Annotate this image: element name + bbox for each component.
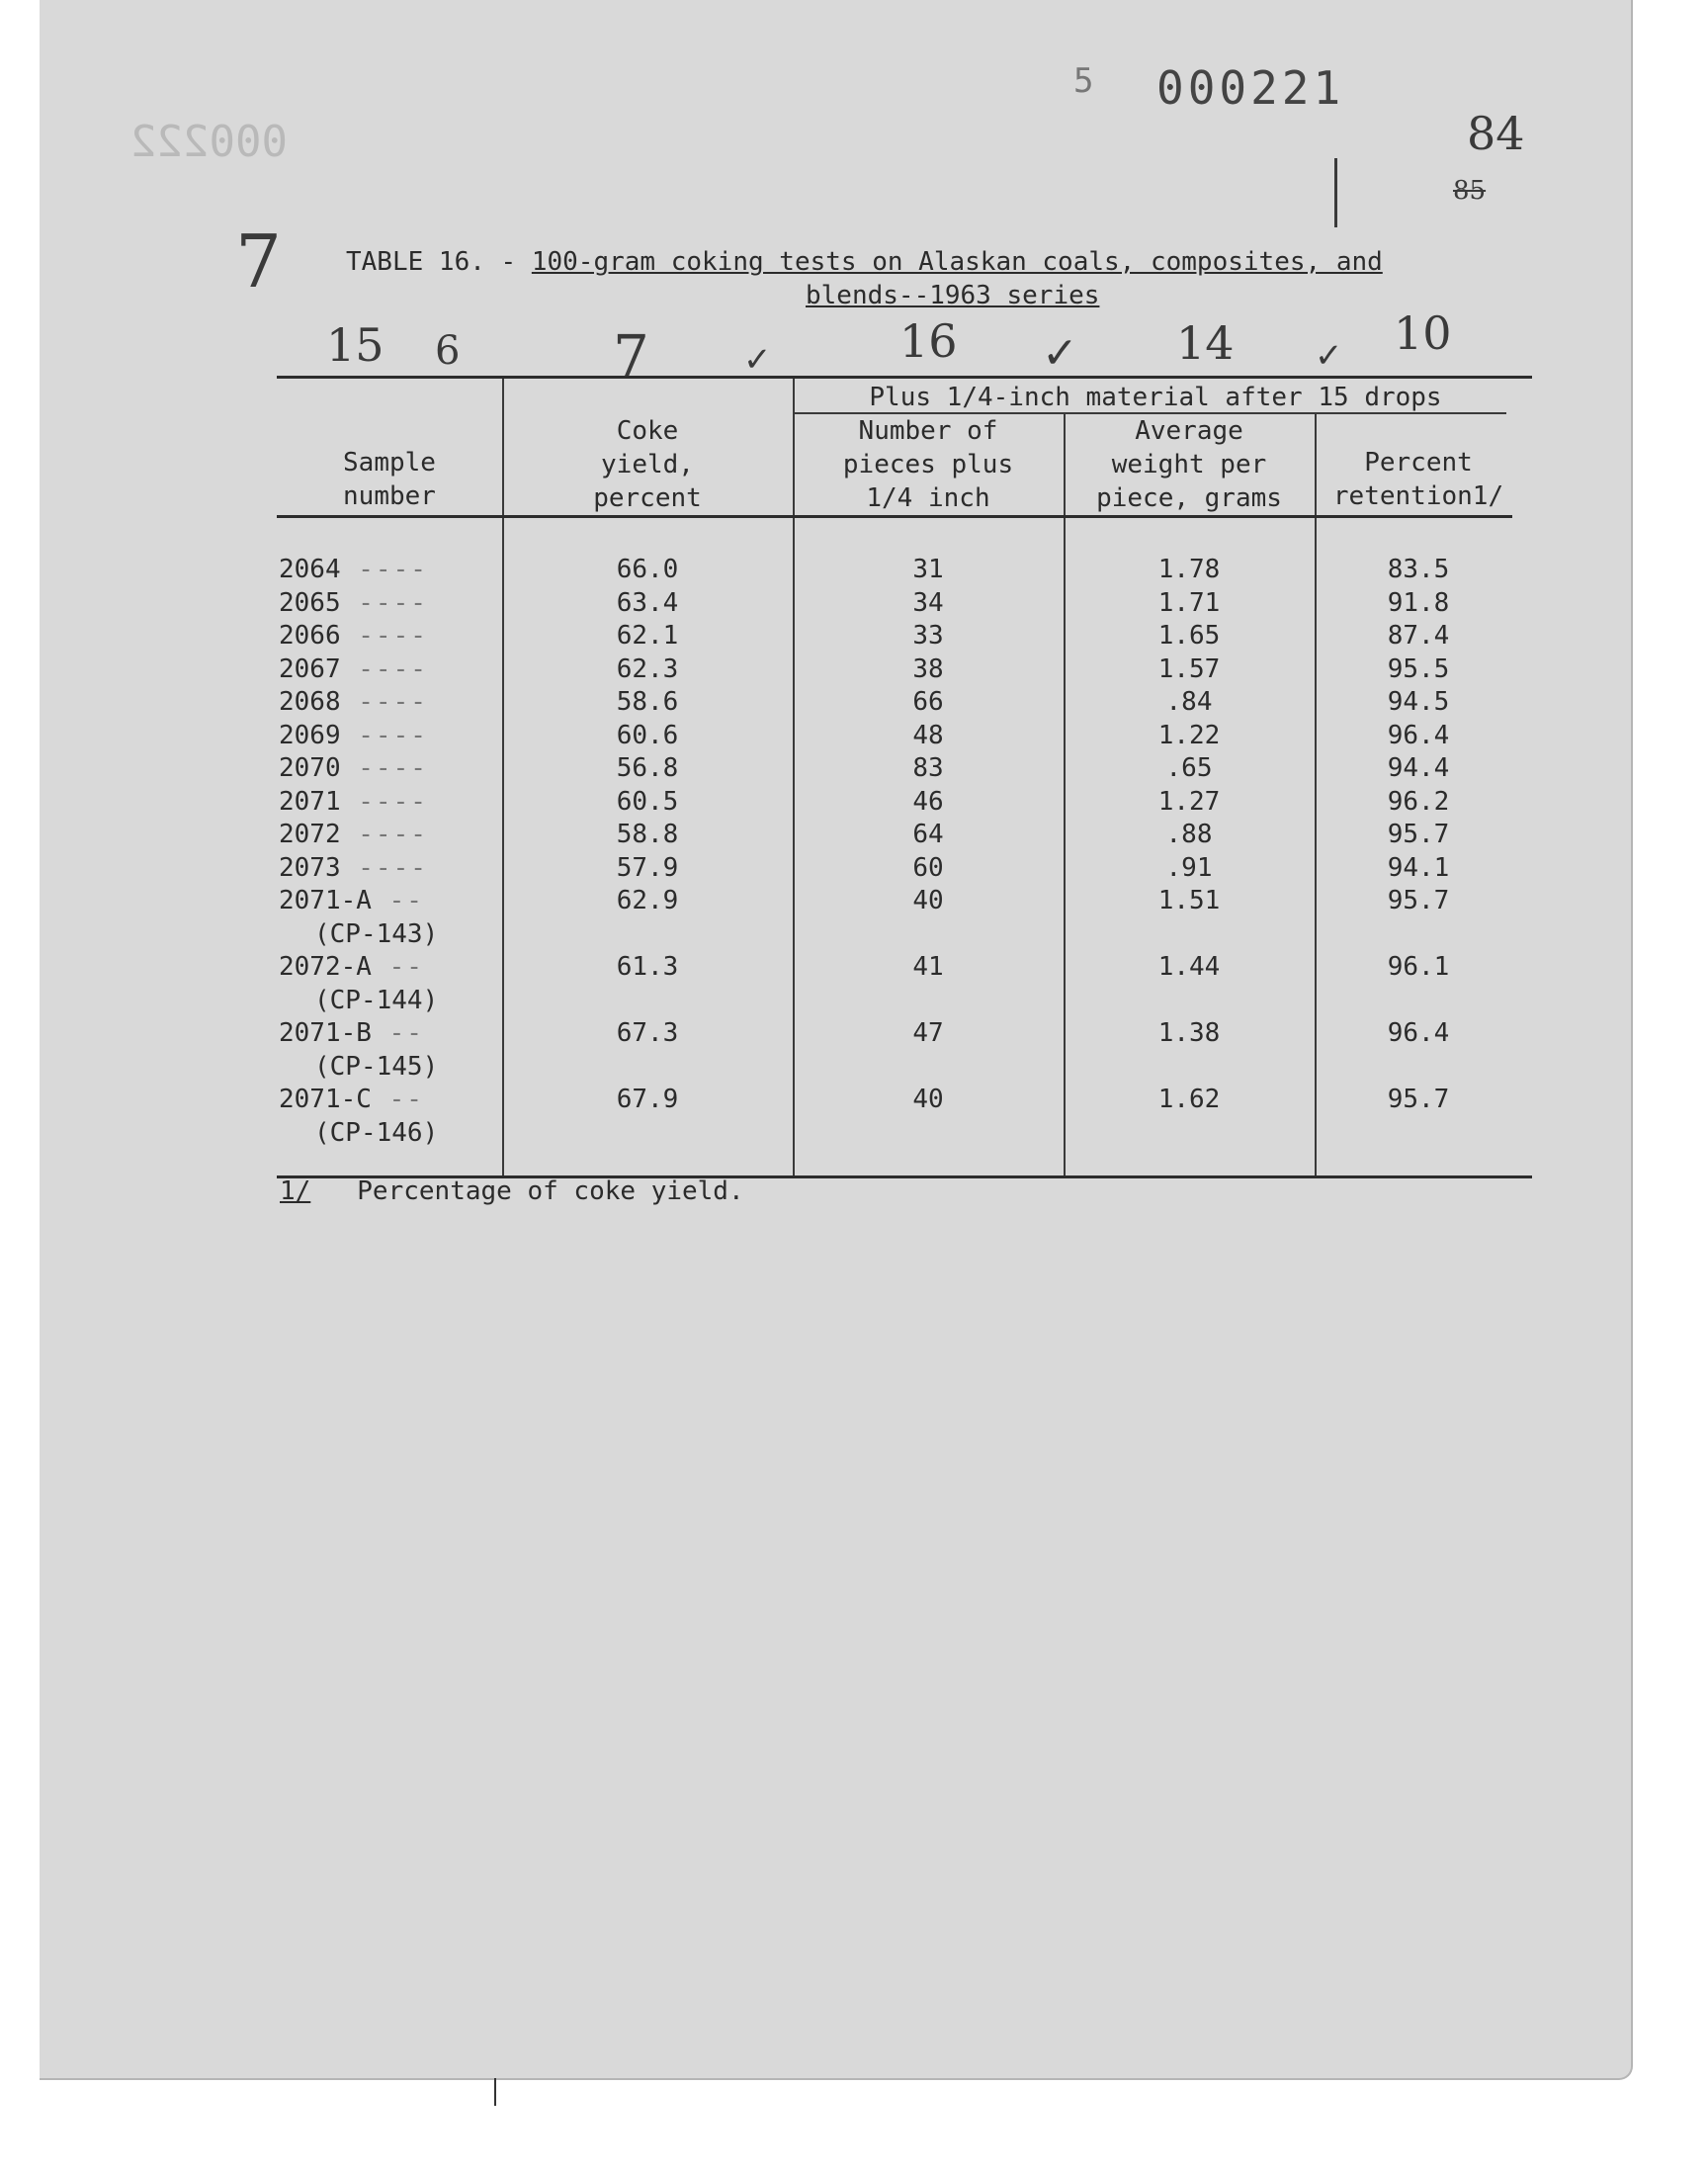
document-stamp-number: 000221 (1156, 61, 1345, 115)
weight-value: 1.62 (1157, 1085, 1221, 1114)
weight-value: 1.57 (1157, 653, 1221, 684)
column-check-9: 10 (1394, 306, 1452, 360)
sample-number (279, 884, 438, 951)
weight-value: 1.78 (1157, 555, 1221, 584)
header-percent-retention (1315, 446, 1522, 513)
margin-mark: 7 (235, 219, 283, 304)
coke-yield-value: 67.9 (616, 1085, 679, 1114)
retention-value: 94.5 (1387, 687, 1450, 717)
table-row (277, 818, 1522, 851)
pieces-value: 66 (912, 687, 944, 717)
table-title-line2: blends--1963 series (806, 281, 1100, 310)
weight-value: .84 (1165, 687, 1213, 717)
sample-number (279, 719, 428, 752)
header-number-of-pieces (793, 414, 1064, 515)
retention-value: 94.4 (1387, 753, 1450, 783)
dot-leader: ---- (340, 621, 428, 651)
sample-id: 2070 (279, 753, 341, 783)
coke-yield-value: 66.0 (616, 555, 679, 584)
table-row (277, 851, 1522, 885)
column-check-8: ✓ (1315, 336, 1343, 376)
retention-value: 83.5 (1387, 555, 1450, 584)
header-average-weight (1064, 414, 1315, 515)
pieces-value: 46 (912, 786, 944, 817)
stamp-prefix: 5 (1073, 61, 1098, 101)
header-line: 1/4 inch (866, 483, 990, 513)
composite-id: (CP-143) (314, 919, 439, 949)
retention-value: 95.7 (1387, 886, 1450, 915)
column-check-1: 15 (326, 318, 384, 372)
retention-value: 95.7 (1387, 1085, 1450, 1114)
spanner-header: Plus 1/4-inch material after 15 drops (869, 383, 1442, 412)
weight-value: .88 (1165, 820, 1213, 849)
column-check-4: ✓ (743, 340, 772, 380)
header-sample-number (277, 446, 502, 513)
footnote-marker: 1/ (280, 1176, 311, 1206)
sample-id: 2071-A (279, 886, 372, 915)
sample-number (279, 652, 428, 686)
table-row (277, 619, 1522, 652)
header-line: yield, (601, 450, 694, 479)
header-line: Percent (1364, 448, 1473, 478)
header-line: piece, grams (1096, 483, 1282, 513)
sample-id: 2066 (279, 621, 341, 651)
weight-value: .91 (1165, 852, 1213, 883)
pieces-value: 31 (912, 555, 944, 584)
table-title-prefix: TABLE 16. - (346, 247, 532, 277)
sample-id: 2071-C (279, 1085, 372, 1114)
header-line: pieces plus (842, 450, 1014, 479)
retention-value: 96.4 (1387, 720, 1450, 750)
sample-number (279, 586, 428, 620)
column-check-5: 16 (899, 314, 958, 368)
sample-number (279, 751, 428, 785)
page-number-handwritten: 84 (1467, 107, 1525, 160)
pieces-value: 83 (912, 753, 944, 783)
sample-id: 2071-B (279, 1018, 372, 1048)
coke-yield-value: 63.4 (616, 587, 679, 618)
sample-number (279, 785, 428, 819)
table-title (346, 245, 1453, 312)
retention-value: 95.7 (1387, 820, 1450, 849)
pieces-value: 33 (912, 621, 944, 651)
bleed-through-number: 000222 (130, 117, 288, 167)
retention-value: 96.2 (1387, 786, 1450, 817)
pieces-value: 60 (912, 852, 944, 883)
coke-yield-value: 67.3 (616, 1018, 679, 1048)
sample-id: 2073 (279, 852, 341, 883)
table-row (277, 719, 1522, 752)
pieces-value: 48 (912, 720, 944, 750)
retention-value: 95.5 (1387, 653, 1450, 684)
sample-id: 2068 (279, 687, 341, 717)
sample-number (279, 1083, 438, 1150)
coke-yield-value: 62.1 (616, 621, 679, 651)
pieces-value: 64 (912, 820, 944, 849)
coking-tests-table (277, 376, 1532, 1178)
footnote (280, 1176, 744, 1206)
sample-number (279, 685, 428, 719)
sample-id: 2072-A (279, 952, 372, 982)
sample-number (279, 851, 428, 885)
weight-value: 1.22 (1157, 720, 1221, 750)
pieces-value: 41 (912, 952, 944, 982)
retention-value: 96.1 (1387, 952, 1450, 982)
composite-id: (CP-145) (314, 1052, 439, 1082)
sample-number (279, 1016, 438, 1084)
header-line: retention1/ (1332, 481, 1504, 511)
table-row (277, 586, 1522, 620)
dot-leader: -- (371, 1085, 424, 1114)
sample-id: 2071 (279, 786, 341, 817)
weight-value: 1.27 (1157, 786, 1221, 817)
composite-id: (CP-146) (314, 1118, 439, 1148)
pieces-value: 47 (912, 1018, 944, 1048)
pieces-value: 38 (912, 653, 944, 684)
header-coke-yield (502, 414, 793, 515)
table-row (277, 685, 1522, 719)
coke-yield-value: 62.9 (616, 886, 679, 915)
header-line: Number of (858, 416, 998, 446)
dot-leader: ---- (340, 786, 428, 817)
composite-id: (CP-144) (314, 986, 439, 1015)
dot-leader: -- (371, 1018, 424, 1048)
table-row (277, 652, 1522, 686)
table-row (277, 751, 1522, 785)
retention-value: 87.4 (1387, 621, 1450, 651)
coke-yield-value: 58.8 (616, 820, 679, 849)
table-row (277, 553, 1522, 586)
dot-leader: ---- (340, 653, 428, 684)
table-row (277, 1016, 1522, 1083)
page-number-old: 85 (1453, 176, 1487, 206)
coke-yield-value: 56.8 (616, 753, 679, 783)
dot-leader: ---- (340, 820, 428, 849)
scan-edge-mark (494, 2078, 496, 2106)
table-row (277, 785, 1522, 819)
sample-id: 2069 (279, 720, 341, 750)
pieces-value: 34 (912, 587, 944, 618)
header-line: percent (593, 483, 702, 513)
sample-id: 2065 (279, 587, 341, 618)
sample-id: 2072 (279, 820, 341, 849)
header-line: Average (1135, 416, 1243, 446)
coke-yield-value: 60.5 (616, 786, 679, 817)
column-check-2: 6 (435, 328, 461, 374)
table-row (277, 1083, 1522, 1149)
dot-leader: -- (371, 952, 424, 982)
weight-value: 1.38 (1157, 1018, 1221, 1048)
weight-value: 1.65 (1157, 621, 1221, 651)
weight-value: 1.51 (1157, 886, 1221, 915)
document-page (40, 0, 1633, 2080)
dot-leader: -- (371, 886, 424, 915)
header-line: Sample (343, 448, 436, 478)
weight-value: 1.44 (1157, 952, 1221, 982)
coke-yield-value: 62.3 (616, 653, 679, 684)
header-line: weight per (1111, 450, 1267, 479)
footnote-text: Percentage of coke yield. (357, 1176, 744, 1206)
coke-yield-value: 58.6 (616, 687, 679, 717)
sample-id: 2067 (279, 653, 341, 684)
coke-yield-value: 60.6 (616, 720, 679, 750)
dot-leader: ---- (340, 720, 428, 750)
column-check-7: 14 (1176, 316, 1235, 370)
retention-value: 91.8 (1387, 587, 1450, 618)
retention-value: 96.4 (1387, 1018, 1450, 1048)
dot-leader: ---- (340, 587, 428, 618)
dot-leader: ---- (340, 555, 428, 584)
sample-number (279, 619, 428, 652)
sample-number (279, 818, 428, 851)
margin-tick (1334, 158, 1337, 227)
column-check-3: 7 (613, 322, 649, 390)
table-row (277, 950, 1522, 1016)
header-line: number (343, 481, 436, 511)
header-line: Coke (616, 416, 679, 446)
coke-yield-value: 57.9 (616, 852, 679, 883)
sample-id: 2064 (279, 555, 341, 584)
sample-number (279, 950, 438, 1017)
coke-yield-value: 61.3 (616, 952, 679, 982)
header-rule (277, 515, 1512, 518)
pieces-value: 40 (912, 886, 944, 915)
column-check-6: ✓ (1042, 328, 1078, 379)
dot-leader: ---- (340, 852, 428, 883)
pieces-value: 40 (912, 1085, 944, 1114)
dot-leader: ---- (340, 753, 428, 783)
weight-value: .65 (1165, 753, 1213, 783)
table-title-line1: 100-gram coking tests on Alaskan coals, composites, and (531, 247, 1383, 277)
sample-number (279, 553, 428, 586)
weight-value: 1.71 (1157, 587, 1221, 618)
table-row (277, 884, 1522, 950)
dot-leader: ---- (340, 687, 428, 717)
retention-value: 94.1 (1387, 852, 1450, 883)
